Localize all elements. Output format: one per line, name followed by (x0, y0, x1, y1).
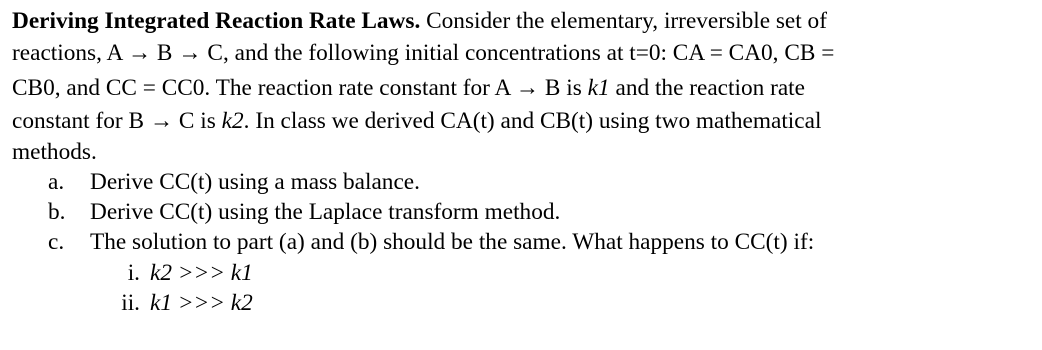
part-a-marker: a. (48, 169, 65, 195)
subpart-i-marker: i. (127, 260, 140, 286)
part-c-text: The solution to part (a) and (b) should be the same. What happens to CC(t) if: (90, 229, 815, 255)
subpart-ii-marker: ii. (121, 290, 140, 316)
problem-title: Deriving Integrated Reaction Rate Laws. (12, 8, 421, 34)
part-b-marker: b. (48, 199, 66, 225)
rate-constant-k1: k1 (587, 75, 610, 101)
problem-line-5 (12, 137, 97, 167)
part-c-marker: c. (48, 229, 65, 255)
subpart-i-text: k2 >>> k1 (150, 260, 253, 286)
problem-line-4-text-a: constant for B → C is (12, 108, 222, 134)
problem-line-1-text: Consider the elementary, irreversible set of (420, 8, 827, 34)
problem-line-5-text: methods. (12, 139, 97, 165)
rate-constant-k2: k2 (221, 108, 244, 134)
subpart-ii-text: k1 >>> k2 (150, 290, 253, 316)
part-a-text: Derive CC(t) using a mass balance. (90, 169, 420, 195)
problem-line-4 (12, 106, 821, 136)
problem-line-3 (12, 73, 805, 103)
problem-line-2-text: reactions, A → B → C, and the following initial concentrations at t=0: CA = CA0, CB = (12, 40, 835, 66)
problem-line-4-text-b: . In class we derived CA(t) and CB(t) using two mathematical (243, 108, 822, 134)
part-b-text: Derive CC(t) using the Laplace transform method. (90, 199, 561, 225)
problem-line-1 (12, 6, 827, 36)
problem-line-3-text-b: and the reaction rate (609, 75, 805, 101)
problem-line-3-text-a: CB0, and CC = CC0. The reaction rate constant for A → B is (12, 75, 588, 101)
problem-line-2 (12, 38, 834, 68)
